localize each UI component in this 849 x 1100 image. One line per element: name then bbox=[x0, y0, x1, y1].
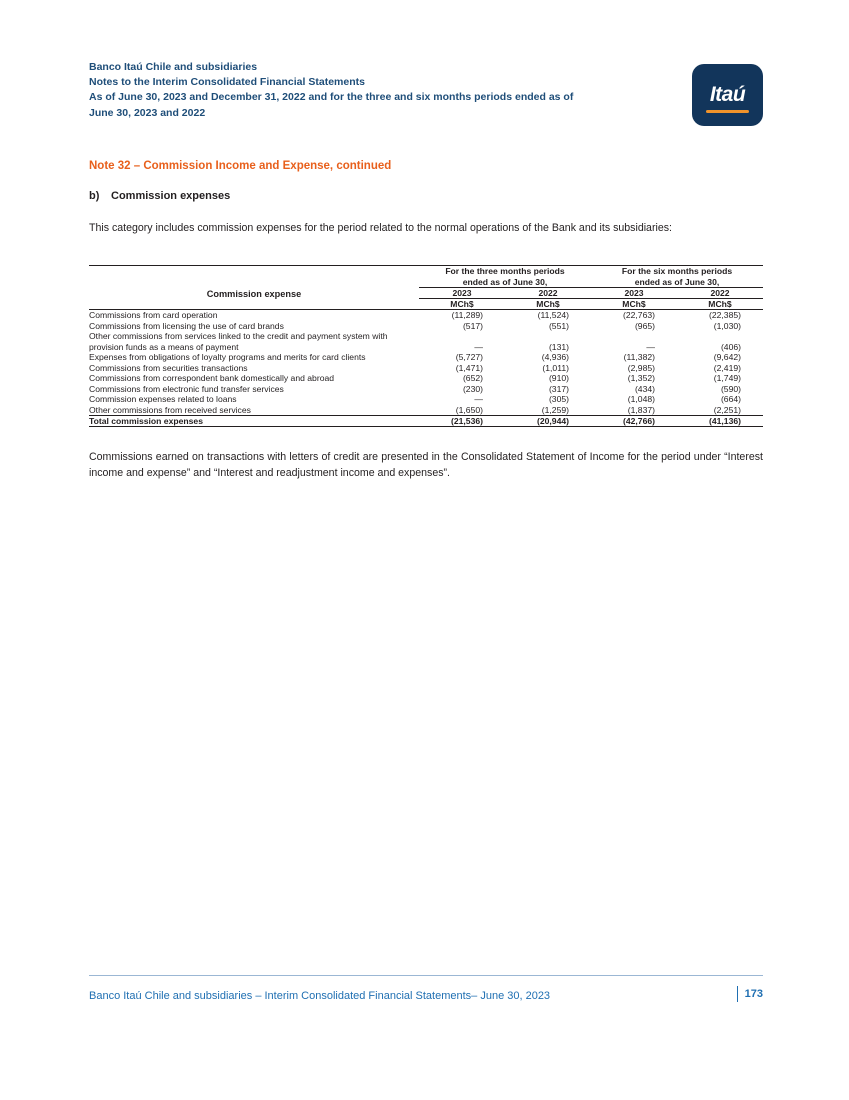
total-value: (41,136) bbox=[677, 416, 763, 427]
total-value: (42,766) bbox=[591, 416, 677, 427]
table-row bbox=[89, 331, 763, 352]
document-header bbox=[89, 60, 763, 126]
header-line-entity: Banco Itaú Chile and subsidiaries bbox=[89, 61, 258, 73]
group-six-line-1: For the six months periods bbox=[621, 265, 733, 276]
row-value: (1,471) bbox=[455, 362, 483, 373]
row-value: (4,936) bbox=[541, 352, 569, 363]
footer-text: Banco Itaú Chile and subsidiaries – Interim Consolidated Financial Statements– June 30, 2023 bbox=[89, 990, 551, 1002]
row-value: (1,259) bbox=[541, 404, 569, 415]
row-label: Expenses from obligations of loyalty programs and merits for card clients bbox=[89, 352, 366, 363]
table-row bbox=[89, 321, 763, 331]
row-value: (664) bbox=[720, 394, 741, 405]
table-total-row bbox=[89, 416, 763, 427]
row-label: Commissions from card operation bbox=[89, 310, 218, 321]
total-value: (21,536) bbox=[419, 416, 505, 427]
commission-expense-table bbox=[89, 265, 763, 427]
page-footer bbox=[89, 975, 763, 1008]
row-value: (590) bbox=[720, 383, 741, 394]
row-value: (11,524) bbox=[537, 310, 569, 321]
subsection-letter: b) bbox=[89, 190, 100, 202]
currency-header-3: MCh$ bbox=[677, 299, 763, 310]
table-row bbox=[89, 352, 763, 362]
table-row bbox=[89, 405, 763, 416]
currency-header-label bbox=[89, 299, 419, 310]
table-row bbox=[89, 394, 763, 404]
itau-logo-underline-icon bbox=[706, 110, 749, 113]
group-three-line-1: For the three months periods bbox=[445, 265, 565, 276]
header-line-period-1: As of June 30, 2023 and December 31, 2022 and for the three and six months periods ended as of bbox=[89, 91, 574, 104]
total-value: (20,944) bbox=[505, 416, 591, 427]
itau-logo bbox=[692, 64, 763, 126]
note-title: Note 32 – Commission Income and Expense, continued bbox=[89, 160, 392, 172]
row-value: (2,985) bbox=[627, 362, 655, 373]
footer-divider bbox=[89, 975, 763, 976]
row-value: (652) bbox=[462, 373, 483, 384]
page-content bbox=[89, 60, 763, 481]
closing-paragraph: Commissions earned on transactions with letters of credit are presented in the Consolidated Statement of Income for the period under “Interest income and expense” and “Interest and readjustment income and expenses”. bbox=[89, 451, 763, 480]
table-row bbox=[89, 310, 763, 321]
table-row bbox=[89, 384, 763, 394]
row-label: Commissions from licensing the use of card brands bbox=[89, 320, 284, 331]
row-value: — bbox=[474, 394, 483, 405]
row-value: (2,251) bbox=[713, 404, 741, 415]
row-label: Other commissions from received services bbox=[89, 404, 251, 415]
table-row bbox=[89, 363, 763, 373]
year-header-3: 2022 bbox=[677, 288, 763, 299]
itau-logo-text: Itaú bbox=[709, 83, 746, 106]
row-value: (22,385) bbox=[708, 310, 741, 321]
year-header-1: 2022 bbox=[505, 288, 591, 299]
table-row bbox=[89, 373, 763, 383]
subsection-title: Commission expenses bbox=[111, 190, 231, 202]
group-header-three-months bbox=[419, 266, 591, 288]
row-value: (5,727) bbox=[455, 352, 483, 363]
row-value: (1,650) bbox=[455, 404, 483, 415]
group-three-line-2: ended as of June 30, bbox=[462, 276, 548, 287]
row-value: (317) bbox=[548, 383, 569, 394]
row-value: (230) bbox=[462, 383, 483, 394]
header-line-notes: Notes to the Interim Consolidated Financial Statements bbox=[89, 76, 365, 89]
currency-header-2: MCh$ bbox=[591, 299, 677, 310]
row-value: (1,352) bbox=[627, 373, 655, 384]
row-value: (965) bbox=[634, 320, 655, 331]
year-header-0: 2023 bbox=[419, 288, 505, 299]
row-value: (1,048) bbox=[627, 394, 655, 405]
group-header-six-months bbox=[591, 266, 763, 288]
group-six-line-2: ended as of June 30, bbox=[634, 276, 720, 287]
row-value: (1,011) bbox=[542, 362, 569, 373]
row-value: (406) bbox=[720, 341, 741, 352]
row-label: Commissions from correspondent bank domestically and abroad bbox=[89, 373, 335, 384]
row-value: (1,837) bbox=[627, 404, 655, 415]
table-row-header-label: Commission expense bbox=[206, 288, 302, 299]
row-value: (551) bbox=[548, 320, 569, 331]
row-label: Commissions from securities transactions bbox=[89, 362, 248, 373]
row-label: Commission expenses related to loans bbox=[89, 394, 237, 405]
table-group-header-row bbox=[89, 266, 763, 288]
row-label: Other commissions from services linked to the credit and payment system with provision funds as a means of payment bbox=[89, 331, 388, 352]
total-label: Total commission expenses bbox=[89, 416, 419, 427]
row-value: (131) bbox=[548, 341, 569, 352]
year-header-2: 2023 bbox=[591, 288, 677, 299]
row-value: (1,749) bbox=[713, 373, 741, 384]
footer-content bbox=[89, 986, 763, 1008]
row-value: (1,030) bbox=[713, 320, 741, 331]
row-value: — bbox=[474, 341, 483, 352]
row-value: (910) bbox=[548, 373, 569, 384]
intro-paragraph: This category includes commission expenses for the period related to the normal operations of the Bank and its subsidiaries: bbox=[89, 222, 672, 234]
header-title-block bbox=[89, 60, 573, 121]
subsection-heading bbox=[89, 190, 763, 202]
row-value: (2,419) bbox=[713, 362, 741, 373]
row-value: (305) bbox=[548, 394, 569, 405]
page-number: 173 bbox=[737, 986, 763, 1002]
row-value: — bbox=[646, 341, 655, 352]
table-currency-header-row bbox=[89, 299, 763, 310]
row-value: (434) bbox=[634, 383, 655, 394]
currency-header-0: MCh$ bbox=[419, 299, 505, 310]
row-value: (11,289) bbox=[451, 310, 483, 321]
row-value: (11,382) bbox=[623, 352, 655, 363]
row-value: (517) bbox=[462, 320, 483, 331]
header-line-period-2: June 30, 2023 and 2022 bbox=[89, 106, 206, 119]
currency-header-1: MCh$ bbox=[505, 299, 591, 310]
row-label: Commissions from electronic fund transfer services bbox=[89, 383, 284, 394]
row-value: (22,763) bbox=[622, 310, 655, 321]
row-value: (9,642) bbox=[713, 352, 741, 363]
